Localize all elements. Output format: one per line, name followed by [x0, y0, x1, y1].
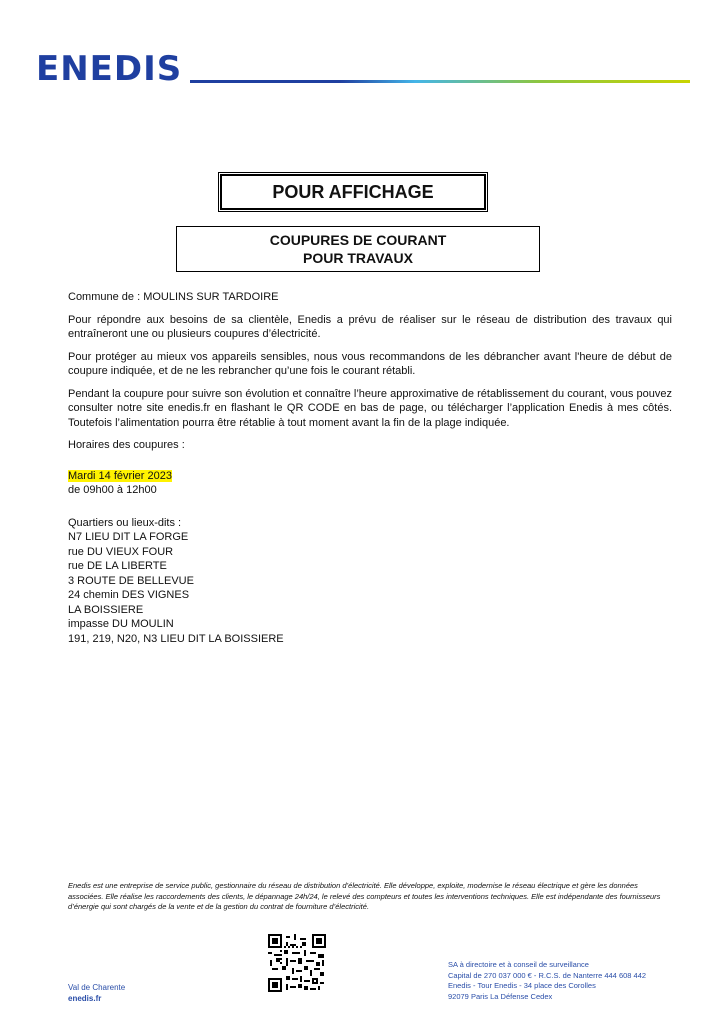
quartier-item: LA BOISSIERE: [68, 603, 144, 616]
outage-date: Mardi 14 février 2023: [68, 469, 172, 482]
enedis-logo: ENEDIS: [36, 49, 183, 89]
quartier-item: impasse DU MOULIN: [68, 618, 174, 630]
quartier-item: N7 LIEU DIT LA FORGE: [68, 531, 189, 543]
company-line: SA à directoire et à conseil de surveillance: [448, 960, 589, 969]
company-line: 92079 Paris La Défense Cedex: [448, 991, 553, 1001]
horaires-label: Horaires des coupures :: [68, 439, 185, 451]
quartier-item: 3 ROUTE DE BELLEVUE: [68, 574, 194, 587]
quartier-item: 24 chemin DES VIGNES: [68, 589, 190, 601]
outage-time-range: de 09h00 à 12h00: [68, 484, 157, 496]
paragraph-3: Pendant la coupure pour suivre son évolution et connaître l’heure approximative de rétablissement du courant, vous pouvez consulter notre site enedis.fr en flashant le QR CODE en bas de page, ou télécharger l’application Enedis à mes côtés. Toutefois l’alimentation pourra être rétablie à tout moment avant la fin de la plage indiquée.: [68, 387, 672, 429]
quartiers-label: Quartiers ou lieux-dits :: [68, 516, 182, 529]
subtitle-line-2: POUR TRAVAUX: [303, 250, 413, 266]
legal-notice: Enedis est une entreprise de service public, gestionnaire du réseau de distribution d’électricité. Elle développe, exploite, modernise le réseau électrique et gère les données associées. Elle réalise les raccordements des clients, le dépannage 24h/24, le relevé des compteurs et toutes les interventions techniques. Elle est indépendante des fournisseurs d’énergie qui sont chargés de la vente et de la gestion du contrat de fourniture d’électricité.: [68, 881, 661, 911]
quartier-item: rue DU VIEUX FOUR: [68, 545, 174, 558]
paragraph-2: Pour protéger au mieux vos appareils sensibles, nous vous recommandons de les débrancher avant l'heure de début de coupure indiquée, et de ne les rebrancher qu’une fois le courant rétabli.: [68, 350, 672, 377]
footer-company-info: [448, 960, 646, 1002]
notice-body: [68, 290, 672, 646]
quartier-item: rue DE LA LIBERTE: [68, 560, 167, 572]
paragraph-1: Pour répondre aux besoins de sa clientèle, Enedis a prévu de réaliser sur le réseau de distribution des travaux qui entraîneront une ou plusieurs coupures d’électricité.: [68, 313, 672, 340]
qr-code-icon[interactable]: [268, 934, 326, 992]
brand-gradient-rule: [190, 80, 690, 83]
footer-region: Val de Charente: [68, 983, 126, 992]
quartier-item: 191, 219, N20, N3 LIEU DIT LA BOISSIERE: [68, 632, 284, 645]
company-line: Enedis - Tour Enedis - 34 place des Corolles: [448, 981, 596, 990]
company-line: Capital de 270 037 000 € - R.C.S. de Nanterre 444 608 442: [448, 970, 647, 980]
subtitle-box: [176, 226, 540, 272]
footer-left: [68, 982, 125, 1004]
title-box: [218, 172, 488, 212]
commune-line: Commune de : MOULINS SUR TARDOIRE: [68, 291, 279, 303]
footer-site-link[interactable]: enedis.fr: [68, 994, 102, 1003]
subtitle-line-1: COUPURES DE COURANT: [269, 232, 447, 248]
page-title: POUR AFFICHAGE: [272, 181, 434, 202]
